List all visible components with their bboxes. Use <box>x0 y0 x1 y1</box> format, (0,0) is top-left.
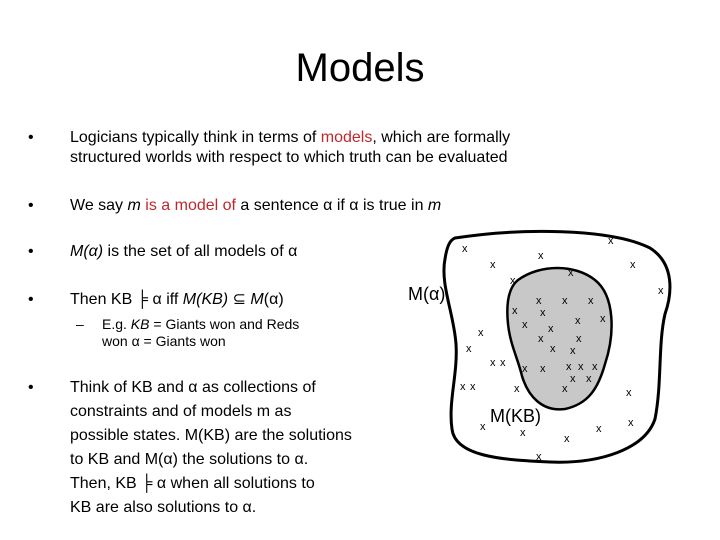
model-marker: x <box>460 381 466 393</box>
m-alpha-label: M(α) <box>408 284 446 304</box>
slide-title: Models <box>295 46 425 90</box>
bullet1-models-term: models <box>320 129 373 146</box>
bullet-dot: • <box>28 243 34 260</box>
model-marker: x <box>522 319 528 331</box>
bullet4-text-a: Then KB <box>70 291 137 308</box>
model-marker: x <box>578 361 584 373</box>
sub-text-b: = Giants won and Reds <box>149 316 300 332</box>
model-marker: x <box>536 451 542 463</box>
bullet5-line6: KB are also solutions to α. <box>70 499 257 516</box>
model-marker: x <box>566 361 572 373</box>
model-marker: x <box>514 383 520 395</box>
model-marker: x <box>628 417 634 429</box>
bullet-dot: • <box>28 129 34 146</box>
model-marker: x <box>512 305 518 317</box>
model-marker: x <box>478 327 484 339</box>
bullet5-line4: to KB and M(α) the solutions to α. <box>70 451 309 468</box>
model-marker: x <box>462 243 468 255</box>
bullet5-line1: Think of KB and α as collections of <box>70 379 316 396</box>
bullet1-text-b: , which are formally <box>372 129 511 146</box>
model-marker: x <box>596 423 602 435</box>
model-marker: x <box>588 295 594 307</box>
bullet2-m: m <box>127 197 141 214</box>
bullet1-line2: structured worlds with respect to which truth can be evaluated <box>70 149 508 166</box>
bullet4-entails: ╞ <box>136 291 149 308</box>
bullet4-m: M <box>250 291 264 308</box>
model-marker: x <box>658 285 664 297</box>
model-marker: x <box>630 259 636 271</box>
bullet2-model-of-term: is a model of <box>140 197 236 214</box>
bullet4-subset: ⊆ <box>228 291 251 308</box>
sub-text-a: E.g. <box>102 316 131 332</box>
bullet2-text-b: a sentence α if α is true in <box>235 197 428 214</box>
bullet1-text-a: Logicians typically think in terms of <box>70 129 321 146</box>
model-marker: x <box>570 345 576 357</box>
model-marker: x <box>568 267 574 279</box>
model-marker: x <box>520 427 526 439</box>
bullet4-text-b: α iff <box>148 291 183 308</box>
bullet3-text: is the set of all models of α <box>103 243 298 260</box>
model-marker: x <box>480 421 486 433</box>
model-marker: x <box>490 259 496 271</box>
model-marker: x <box>576 333 582 345</box>
sub-line2: won α = Giants won <box>102 333 226 349</box>
model-marker: x <box>538 333 544 345</box>
sub-bullet-dash: – <box>76 316 84 332</box>
model-marker: x <box>510 275 516 287</box>
models-venn-diagram <box>400 224 680 474</box>
bullet5-line5: Then, KB ╞ α when all solutions to <box>70 475 315 492</box>
model-marker: x <box>570 373 576 385</box>
model-marker: x <box>522 363 528 375</box>
model-marker: x <box>466 343 472 355</box>
model-marker: x <box>500 357 506 369</box>
bullet4-mkb: M(KB) <box>182 291 229 308</box>
bullet5-line3: possible states. M(KB) are the solutions <box>70 427 352 444</box>
m-kb-label: M(KB) <box>490 406 541 426</box>
bullet2-text-a: We say <box>70 197 128 214</box>
model-marker: x <box>540 307 546 319</box>
model-marker: x <box>600 313 606 325</box>
model-marker: x <box>626 387 632 399</box>
model-marker: x <box>608 235 614 247</box>
model-marker: x <box>562 383 568 395</box>
model-marker: x <box>490 357 496 369</box>
model-marker: x <box>540 363 546 375</box>
bullet-dot: • <box>28 197 34 214</box>
bullet-dot: • <box>28 379 34 396</box>
bullet3-m-alpha: M(α) <box>70 243 104 260</box>
model-marker: x <box>562 295 568 307</box>
bullet4-alpha: (α) <box>263 291 284 308</box>
model-marker: x <box>548 323 554 335</box>
bullet2-m2: m <box>427 197 442 214</box>
bullet5-line2: constraints and of models m as <box>70 403 292 420</box>
model-marker: x <box>592 361 598 373</box>
sub-kb: KB <box>130 316 150 332</box>
model-marker: x <box>575 315 581 327</box>
bullet-dot: • <box>28 291 34 308</box>
model-marker: x <box>470 381 476 393</box>
model-marker: x <box>586 373 592 385</box>
model-marker: x <box>550 343 556 355</box>
model-marker: x <box>564 433 570 445</box>
model-marker: x <box>538 250 544 262</box>
model-marker: x <box>536 295 542 307</box>
